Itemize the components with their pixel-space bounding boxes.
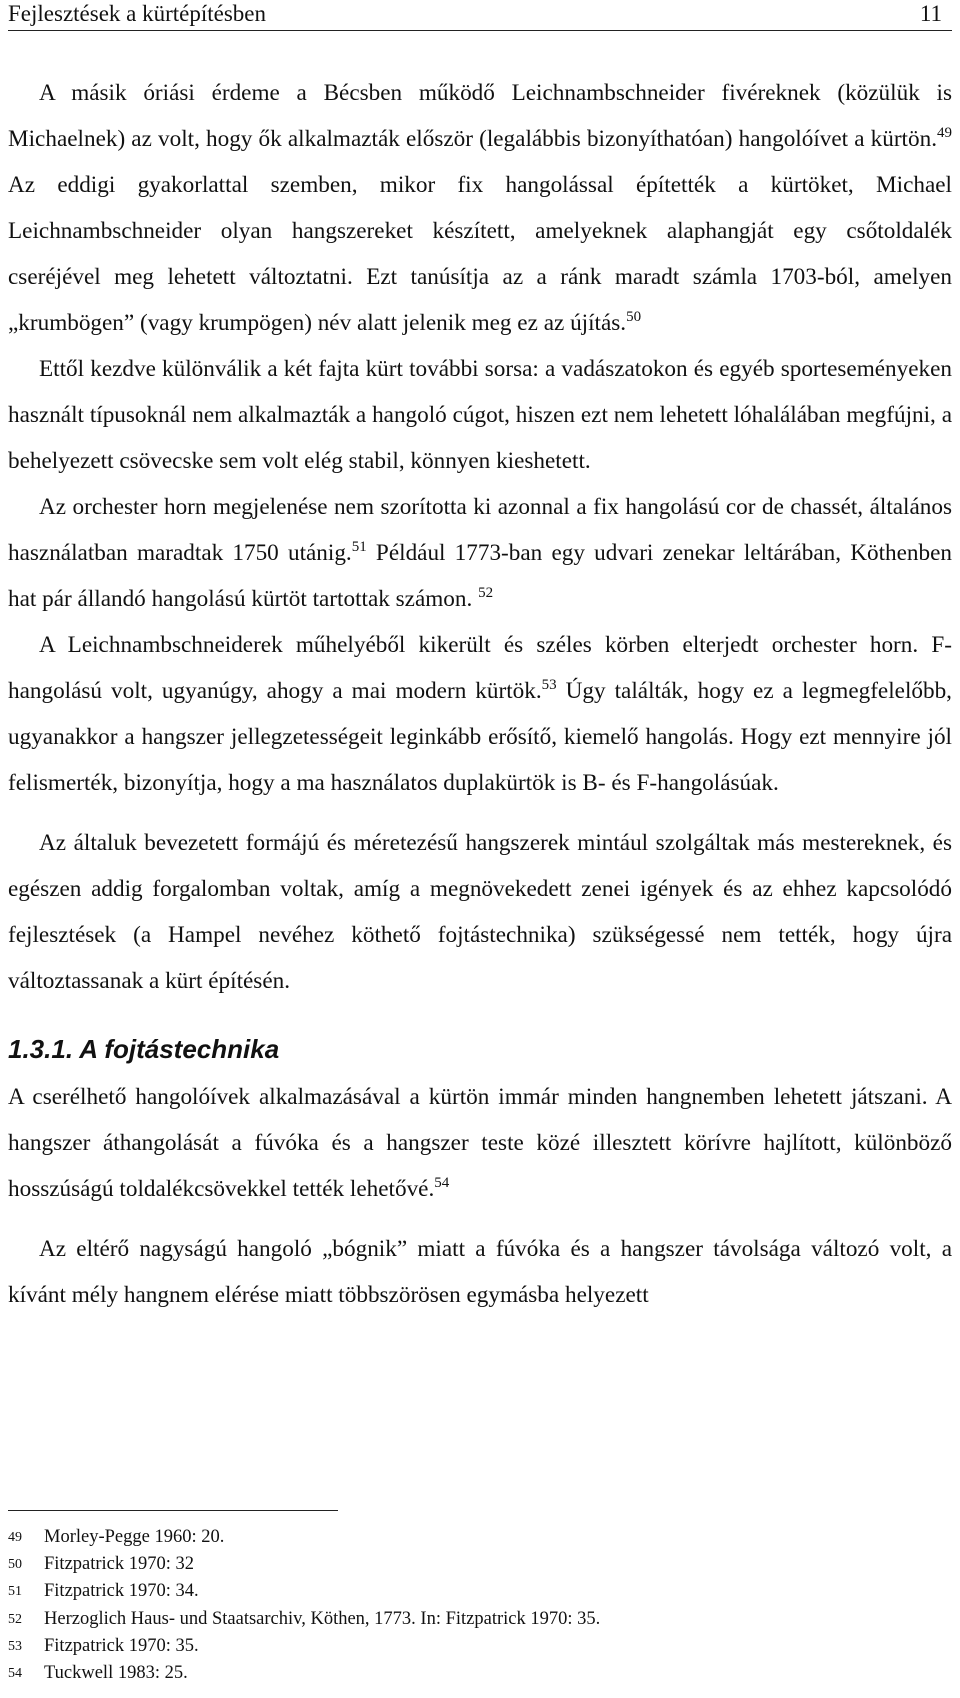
footnote [8,1606,952,1633]
footnote-text: Fitzpatrick 1970: 34. [44,1581,199,1602]
footnote [8,1578,952,1605]
footnotes [8,1524,952,1687]
paragraph-text: A Leichnambschneiderek műhelyéből kikerült és széles körben elterjedt orchester horn. F-hangolású volt, ugyanúgy, ahogy a mai modern kürtök. [8,632,952,704]
paragraph-text: Például 1773-ban egy udvari zenekar leltárában, Köthenben hat pár állandó hangolású kürtöt tartottak számon. [8,540,952,612]
footnote-text: Tuckwell 1983: 25. [44,1663,188,1684]
footnote-ref[interactable]: 53 [541,677,557,693]
footnote-ref[interactable]: 51 [351,539,367,555]
chapter-title: Fejlesztések a kürtépítésben [8,1,267,26]
footnote-text: Fitzpatrick 1970: 35. [44,1635,199,1656]
footnote-ref[interactable]: 49 [937,125,952,141]
footnote-text: Herzoglich Haus- und Staatsarchiv, Köthen, 1773. In: Fitzpatrick 1970: 35. [44,1608,601,1629]
footnote [8,1551,952,1578]
paragraph-text: Úgy találták, hogy ez a legmegfelelőbb, ugyanakkor a hangszer jellegzetességeit leginkább erősítő, kiemelő hangolás. Hogy ezt mennyire jól felismerték, bizonyítja, hogy a ma használatos duplakürtök is B- és F-hangolásúak. [8,678,952,796]
main-text [8,70,952,1318]
footnote-ref[interactable]: 54 [434,1175,450,1191]
footnote-number: 52 [8,1611,22,1627]
section-heading: 1.3.1. A fojtástechnika [8,1034,280,1064]
footnote [8,1633,952,1660]
paragraph [8,1074,952,1212]
page-number: 11 [919,1,942,26]
footnote-ref[interactable]: 50 [626,309,642,325]
paragraph: Az eltérő nagyságú hangoló „bógnik” miatt a fúvóka és a hangszer távolsága változó volt, a kívánt mély hangnem elérése miatt többszörösen egymásba helyezett [8,1236,952,1308]
footnote [8,1524,952,1551]
footnote [8,1660,952,1687]
running-header [8,0,952,31]
footnote-ref[interactable]: 52 [478,585,494,601]
footnote-number: 53 [8,1638,22,1654]
paragraph-text: A cserélhető hangolóívek alkalmazásával a kürtön immár minden hangnemben lehetett játszani. A hangszer áthangolását a fúvóka és a hangszer teste közé illesztett körívre hajlított, különböző hosszúságú toldalékcsövekkel tették lehetővé. [8,1084,952,1202]
paragraph-text: Az eddigi gyakorlattal szemben, mikor fix hangolással építették a kürtöket, Michael Leichnambschneider olyan hangszereket készített, amelyeknek alaphangját egy csőtoldalék cseréjével meg lehetett változtatni. Ezt tanúsítja az a ránk maradt számla 1703-ból, amelyen „krumbögen” (vagy krumpögen) név alatt jelenik meg ez az újítás. [8,172,952,336]
paragraph-text: Az orchester horn megjelenése nem szorította ki azonnal a fix hangolású cor de chassét, általános használatban maradtak 1750 utánig. [8,494,952,566]
footnote-number: 54 [8,1666,22,1682]
paragraph [8,622,952,806]
paragraph-text: A másik óriási érdeme a Bécsben működő Leichnambschneider fivéreknek (közülük is Michaelnek) az volt, hogy ők alkalmazták először (legalábbis bizonyíthatóan) hangolóívet a kürtön. [8,80,952,152]
footnote-text: Fitzpatrick 1970: 32 [44,1554,195,1575]
paragraph: Ettől kezdve különválik a két fajta kürt további sorsa: a vadászatokon és egyéb sporteseményeken használt típusoknál nem alkalmazták a hangoló cúgot, hiszen ezt nem lehetett lóhalálában megfújni, a behelyezett csövecske sem volt elég stabil, könnyen kieshetett. [8,356,952,474]
footnote-separator [8,1510,338,1511]
paragraph: Az általuk bevezetett formájú és méretezésű hangszerek mintául szolgáltak más mestereknek, és egészen addig forgalomban voltak, amíg a megnövekedett zenei igények és az ehhez kapcsolódó fejlesztések (a Hampel nevéhez köthető fojtástechnika) szükségessé nem tették, hogy újra változtassanak a kürt építésén. [8,830,952,994]
footnote-number: 50 [8,1557,22,1573]
footnote-number: 51 [8,1584,22,1600]
paragraph [8,484,952,622]
paragraph [8,70,952,346]
footnote-text: Morley-Pegge 1960: 20. [44,1527,225,1547]
footnote-number: 49 [8,1530,22,1545]
